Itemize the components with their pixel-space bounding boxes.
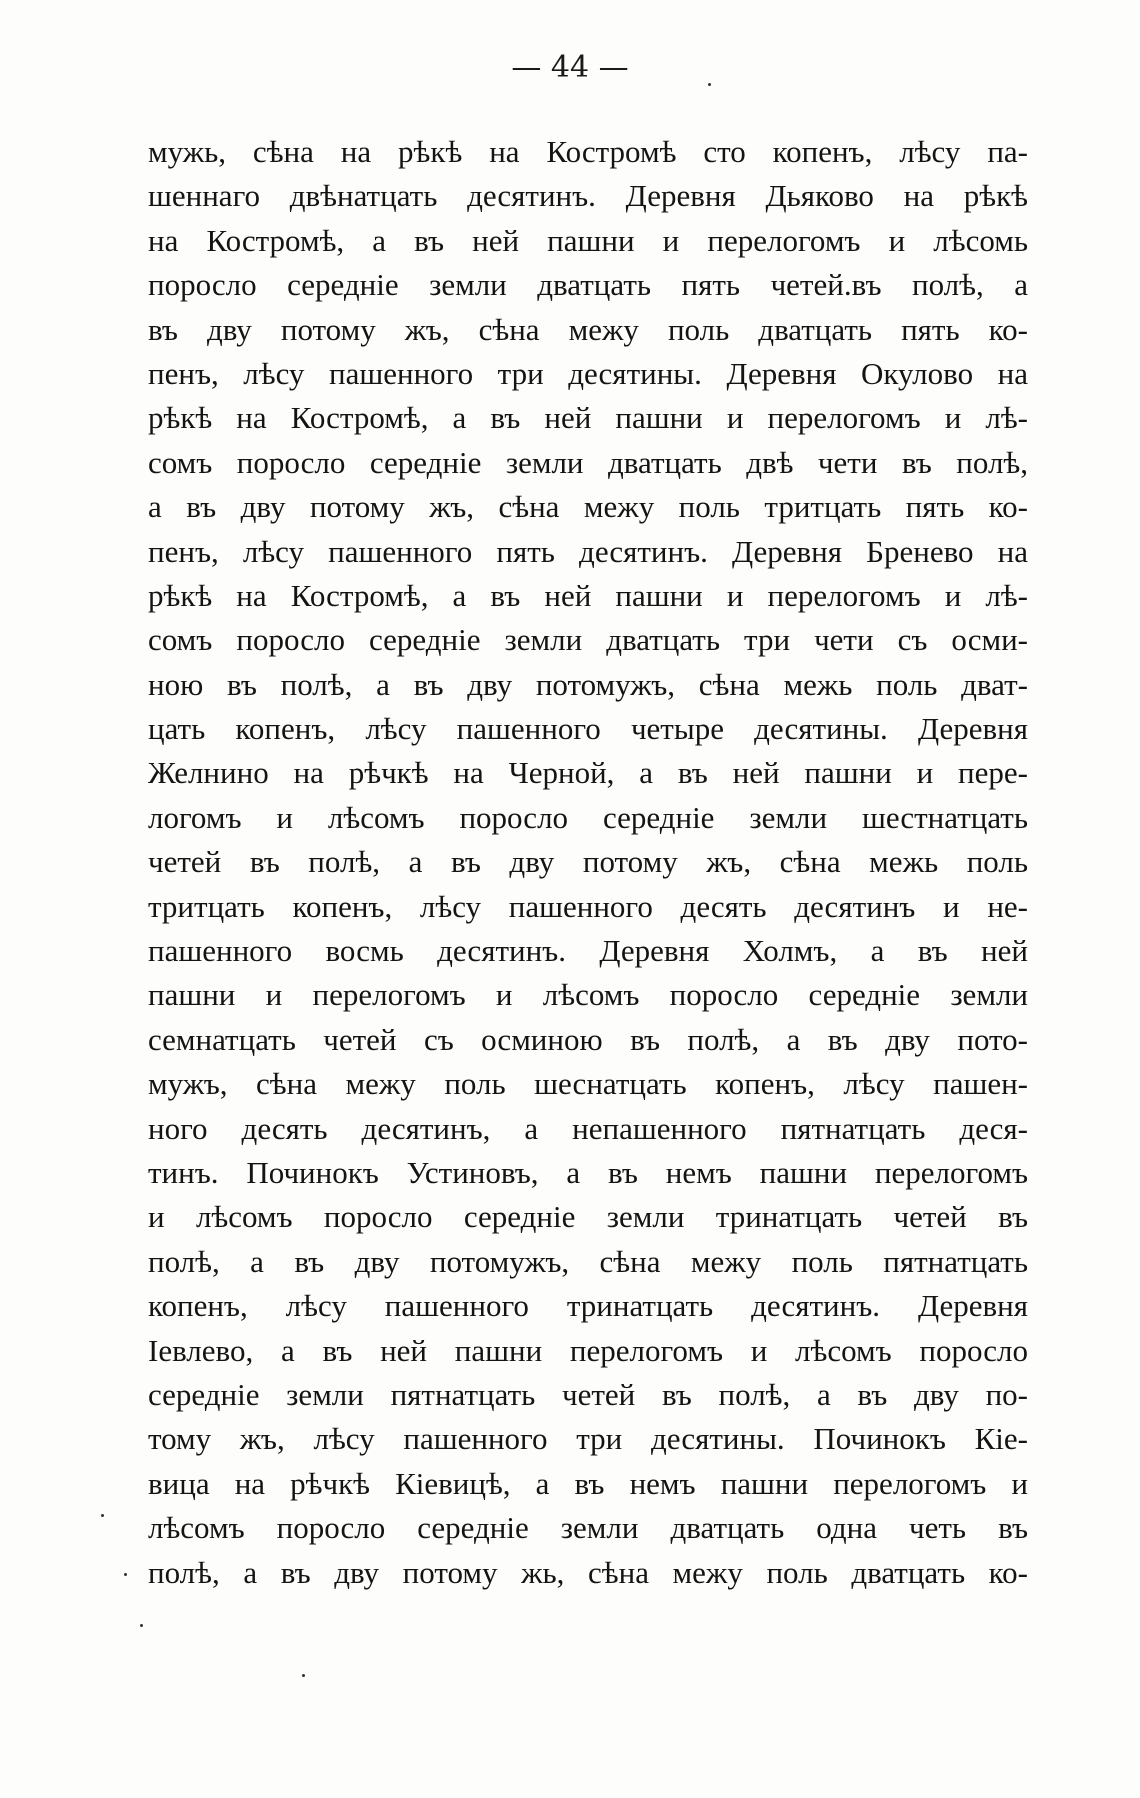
text-line: пашни и перелогомъ и лѣсомъ поросло середнiе земли [148, 977, 1028, 1013]
text-line: логомъ и лѣсомъ поросло середнiе земли шестнатцать [148, 799, 1028, 835]
text-line: Желнино на рѣчкѣ на Черной, а въ ней пашни и пере- [148, 755, 1028, 791]
text-line: цать копенъ, лѣсу пашенного четыре десятины. Деревня [148, 711, 1028, 747]
text-line: пашенного восмь десятинъ. Деревня Холмъ, а въ ней [148, 933, 1028, 969]
text-line: вица на рѣчкѣ Кiевицѣ, а въ немъ пашни перелогомъ и [148, 1465, 1028, 1501]
text-line: Iевлево, а въ ней пашни перелогомъ и лѣсомъ поросло [148, 1332, 1028, 1368]
text-line: семнатцать четей съ осминою въ полѣ, а въ дву пото- [148, 1021, 1028, 1057]
text-line: копенъ, лѣсу пашенного тринатцать десятинъ. Деревня [148, 1288, 1028, 1324]
text-line: тритцать копенъ, лѣсу пашенного десять десятинъ и не- [148, 888, 1028, 924]
text-line: въ дву потому жъ, сѣна межу поль дватцать пять ко- [148, 311, 1028, 347]
text-line: полѣ, а въ дву потому жь, сѣна межу поль дватцать ко- [148, 1554, 1028, 1590]
text-line: рѣкѣ на Костромѣ, а въ ней пашни и перелогомъ и лѣ- [148, 577, 1028, 613]
text-line: и лѣсомъ поросло середнiе земли тринатцать четей въ [148, 1199, 1028, 1235]
body-text [148, 130, 1028, 1595]
print-speck [708, 83, 711, 86]
text-line: середнiе земли пятнатцать четей въ полѣ, а въ дву по- [148, 1376, 1028, 1412]
text-line: поросло середнiе земли дватцать пять четей.въ полѣ, а [148, 267, 1028, 303]
text-line: тинъ. Починокъ Устиновъ, а въ немъ пашни перелогомъ [148, 1154, 1028, 1190]
text-line: а въ дву потому жъ, сѣна межу поль тритцать пять ко- [148, 489, 1028, 525]
text-line: тому жъ, лѣсу пашенного три десятины. Починокъ Кiе- [148, 1421, 1028, 1457]
print-speck [140, 1624, 143, 1627]
text-line: пенъ, лѣсу пашенного пять десятинъ. Деревня Бренево на [148, 533, 1028, 569]
text-line: сомъ поросло середнiе земли дватцать три чети съ осми- [148, 622, 1028, 658]
page-number: — 44 — [511, 50, 629, 85]
text-line: ною въ полѣ, а въ дву потомужъ, сѣна межь поль дват- [148, 666, 1028, 702]
text-line: мужь, сѣна на рѣкѣ на Костромѣ сто копенъ, лѣсу па- [148, 134, 1028, 169]
text-line: полѣ, а въ дву потомужъ, сѣна межу поль пятнатцать [148, 1243, 1028, 1279]
print-speck [124, 1573, 127, 1576]
text-line: рѣкѣ на Костромѣ, а въ ней пашни и перелогомъ и лѣ- [148, 400, 1028, 436]
print-speck [302, 1674, 305, 1677]
text-line: на Костромѣ, а въ ней пашни и перелогомъ и лѣсомь [148, 222, 1028, 258]
text-line: мужъ, сѣна межу поль шеснатцать копенъ, лѣсу пашен- [148, 1066, 1028, 1102]
text-line: ного десять десятинъ, а непашенного пятнатцать деся- [148, 1110, 1028, 1146]
text-line: четей въ полѣ, а въ дву потому жъ, сѣна межь поль [148, 844, 1028, 880]
text-line: лѣсомъ поросло середнiе земли дватцать одна четь въ [148, 1510, 1028, 1546]
text-line: шеннаго двѣнатцать десятинъ. Деревня Дьяково на рѣкѣ [148, 178, 1028, 214]
text-line: сомъ поросло середнiе земли дватцать двѣ чети въ полѣ, [148, 444, 1028, 480]
text-line: пенъ, лѣсу пашенного три десятины. Деревня Окулово на [148, 355, 1028, 391]
print-speck [101, 1514, 104, 1517]
